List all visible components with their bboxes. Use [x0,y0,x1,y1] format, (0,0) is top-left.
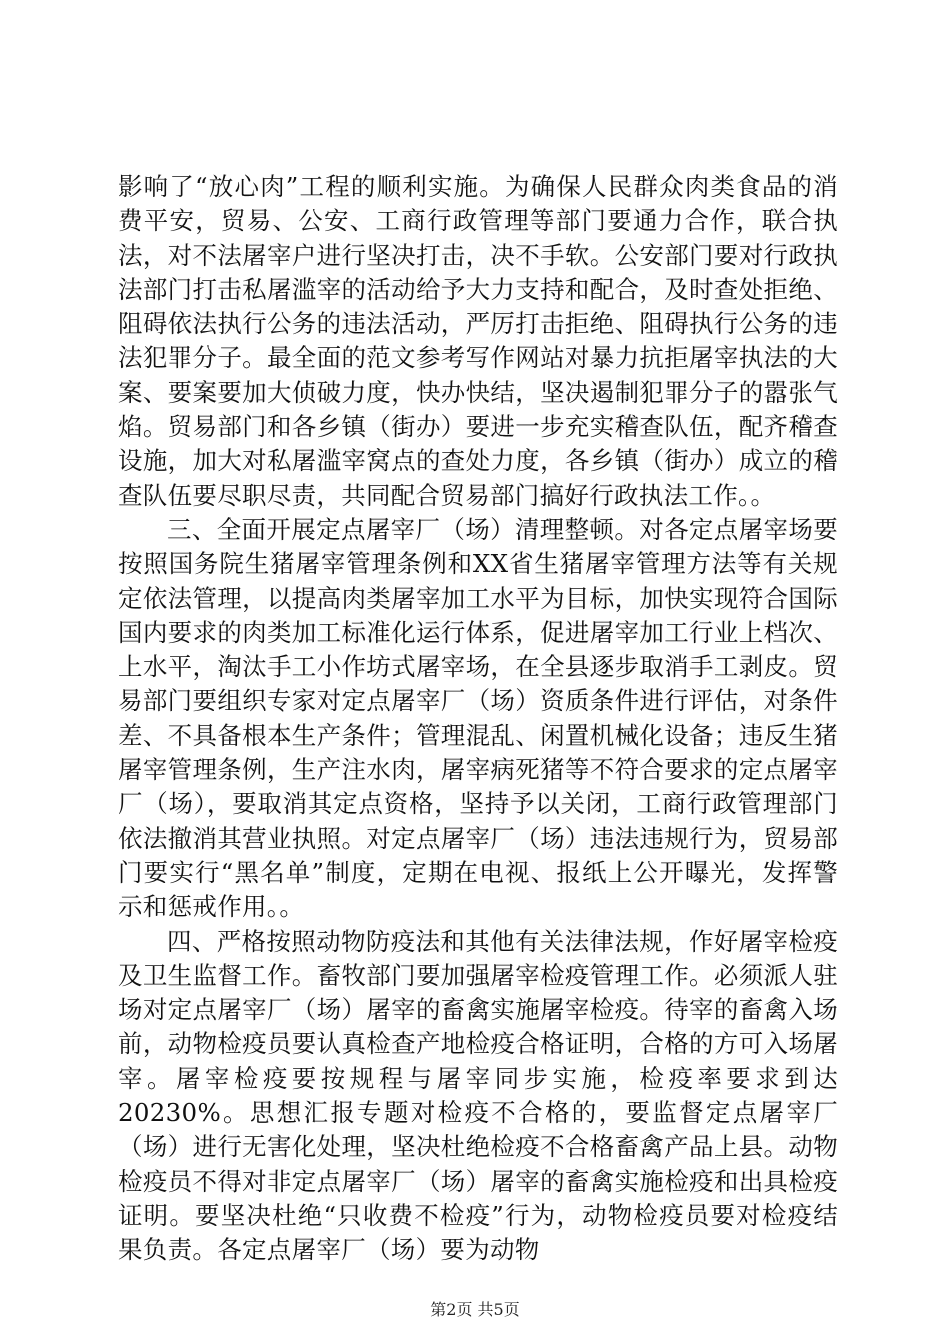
page-number-label: 第2页 共5页 [430,1300,520,1319]
paragraph-continuation: 影响了“放心肉”工程的顺利实施。为确保人民群众肉类食品的消费平安，贸易、公安、工商行政管理等部门要通力合作，联合执法，对不法屠宰户进行坚决打击，决不手软。公安部门要对行政执法部门打击私屠滥宰的活动给予大力支持和配合，及时查处拒绝、阻碍依法执行公务的违法活动，严厉打击拒绝、阻碍执行公务的违法犯罪分子。最全面的范文参考写作网站对暴力抗拒屠宰执法的大案、要案要加大侦破力度，快办快结，坚决遏制犯罪分子的嚣张气焰。贸易部门和各乡镇（街办）要进一步充实稽查队伍，配齐稽查设施，加大对私屠滥宰窝点的查处力度，各乡镇（街办）成立的稽查队伍要尽职尽责，共同配合贸易部门搞好行政执法工作。。 [118,172,838,510]
document-body [118,170,838,1268]
paragraph-section-four: 四、严格按照动物防疫法和其他有关法律法规，作好屠宰检疫及卫生监督工作。畜牧部门要加强屠宰检疫管理工作。必须派人驻场对定点屠宰厂（场）屠宰的畜禽实施屠宰检疫。待宰的畜禽入场前，动物检疫员要认真检查产地检疫合格证明，合格的方可入场屠宰。屠宰检疫要按规程与屠宰同步实施，检疫率要求到达20230%。思想汇报专题对检疫不合格的，要监督定点屠宰厂（场）进行无害化处理，坚决杜绝检疫不合格畜禽产品上县。动物检疫员不得对非定点屠宰厂（场）屠宰的畜禽实施检疫和出具检疫证明。要坚决杜绝“只收费不检疫”行为，动物检疫员要对检疫结果负责。各定点屠宰厂（场）要为动物 [118,926,838,1265]
page-footer [0,1300,950,1320]
paragraph-section-three: 三、全面开展定点屠宰厂（场）清理整顿。对各定点屠宰场要按照国务院生猪屠宰管理条例和XX省生猪屠宰管理方法等有关规定依法管理，以提高肉类屠宰加工水平为目标，加快实现符合国际国内要求的肉类加工标准化运行体系，促进屠宰加工行业上档次、上水平，淘汰手工小作坊式屠宰场，在全县逐步取消手工剥皮。贸易部门要组织专家对定点屠宰厂（场）资质条件进行评估，对条件差、不具备根本生产条件；管理混乱、闲置机械化设备；违反生猪屠宰管理条例，生产注水肉，屠宰病死猪等不符合要求的定点屠宰厂（场），要取消其定点资格，坚持予以关闭，工商行政管理部门依法撤消其营业执照。对定点屠宰厂（场）违法违规行为，贸易部门要实行“黑名单”制度，定期在电视、报纸上公开曝光，发挥警示和惩戒作用。。 [118,514,838,922]
